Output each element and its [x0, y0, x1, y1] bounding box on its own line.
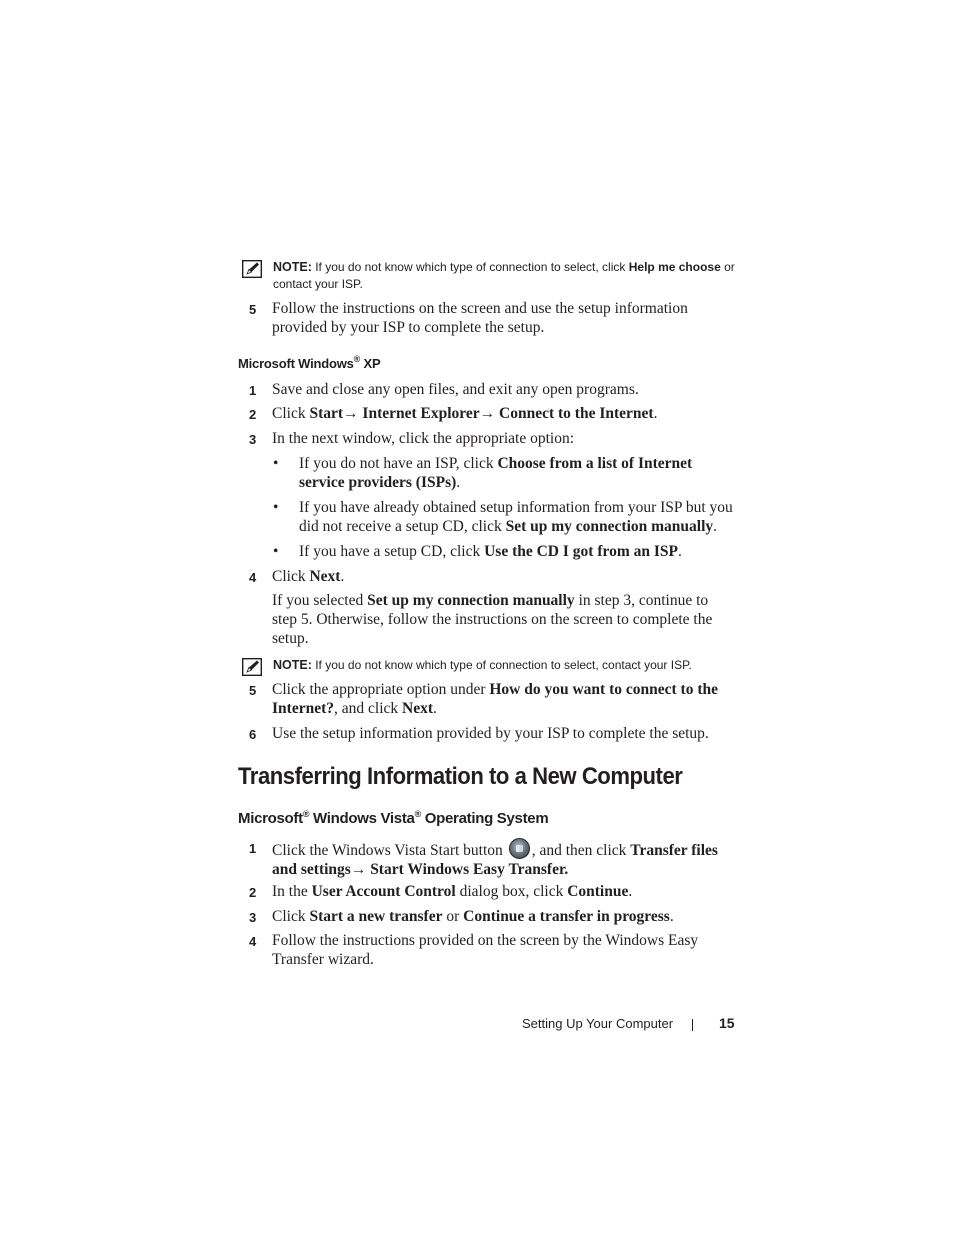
windows-start-button-icon: [509, 838, 530, 859]
bullet-dot: •: [273, 543, 279, 560]
footer-chapter-title: Setting Up Your Computer: [522, 1016, 674, 1031]
pencil-note-icon: [242, 658, 262, 676]
section-title: Transferring Information to a New Computer: [238, 763, 683, 790]
note-text: NOTE: If you do not know which type of connection to select, click Help me choose or contact your ISP.: [273, 260, 735, 291]
note-label: NOTE:: [273, 260, 312, 274]
bullet-dot: •: [273, 499, 279, 516]
bullet-dot: •: [273, 455, 279, 472]
windows-xp-heading: Microsoft Windows® XP: [238, 354, 381, 371]
page-number: 15: [719, 1015, 735, 1031]
note-text: NOTE: If you do not know which type of connection to select, contact your ISP.: [273, 658, 692, 672]
step-text: Follow the instructions on the screen and use the setup information provided by your ISP to complete the setup.: [272, 300, 688, 336]
note-label: NOTE:: [273, 658, 312, 672]
help-me-choose-option: Help me choose: [628, 260, 721, 274]
pencil-note-icon: [242, 260, 262, 278]
step-number: 5: [249, 302, 257, 317]
windows-vista-heading: Microsoft® Windows Vista® Operating System: [238, 809, 549, 827]
footer-divider: [692, 1019, 693, 1031]
xp-step-4-paragraph: If you selected Set up my connection manually in step 3, continue to step 5. Otherwise, follow the instructions on the screen to complete the setup.: [272, 592, 713, 647]
